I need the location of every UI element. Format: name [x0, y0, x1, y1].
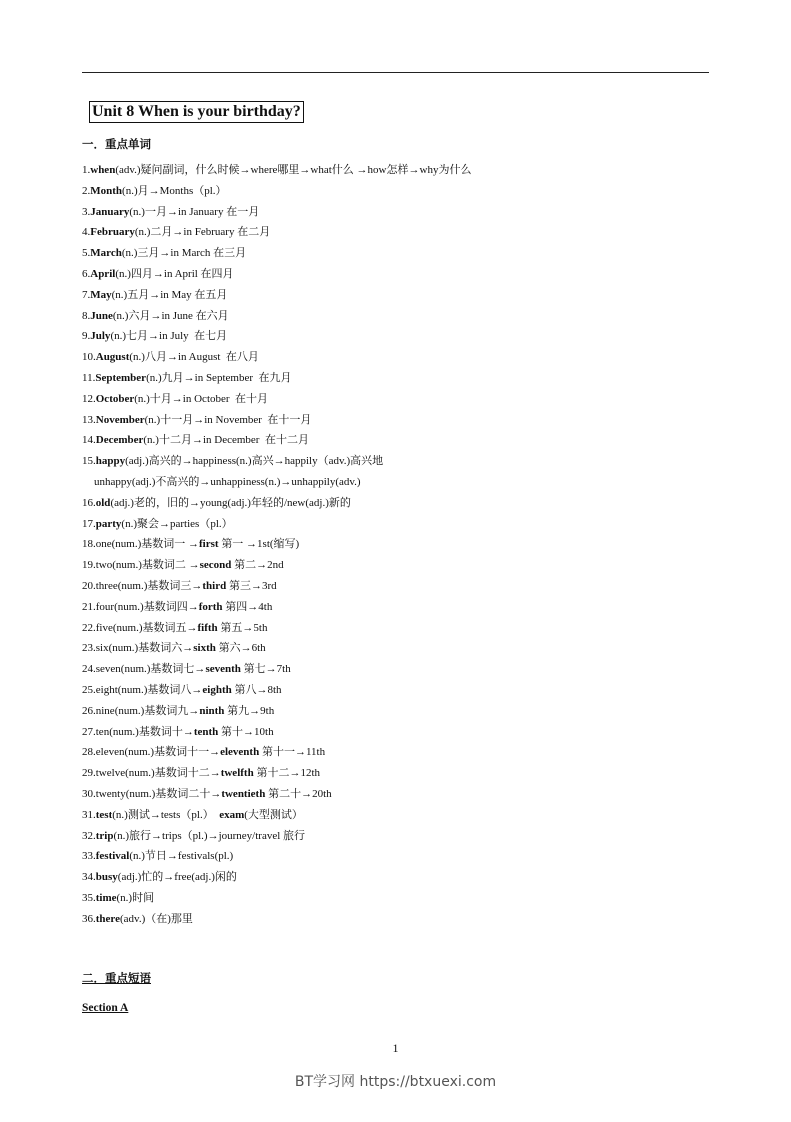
headword: October	[95, 392, 135, 405]
headword: ninth	[199, 704, 225, 717]
item-text: 12.	[82, 392, 96, 405]
item-text: (adj.)忙的→free(adj.)闲的	[117, 871, 237, 884]
vocabulary-item	[82, 493, 471, 514]
item-text: 23.six(num.)基数词六→	[82, 642, 194, 655]
vocabulary-item	[82, 368, 471, 389]
headword: February	[90, 226, 135, 239]
vocabulary-item	[82, 285, 471, 306]
item-text: 15.	[82, 455, 96, 468]
headword: eighth	[202, 683, 232, 696]
item-text: 20.three(num.)基数词三→	[82, 579, 203, 592]
item-text: 19.two(num.)基数词二 →	[82, 559, 200, 572]
vocabulary-item	[82, 534, 471, 555]
headword: first	[199, 538, 219, 551]
item-text: 26.nine(num.)基数词九→	[82, 704, 200, 717]
watermark-footer: BT学习网 https://btxuexi.com	[294, 1074, 497, 1090]
vocabulary-item	[82, 243, 471, 264]
item-text: (n.)聚会→parties（pl.）	[121, 517, 233, 530]
headword: July	[90, 330, 111, 343]
vocabulary-item	[82, 306, 471, 327]
item-text: 27.ten(num.)基数词十→	[82, 725, 194, 738]
headword: tenth	[193, 725, 219, 738]
headword: time	[95, 891, 117, 904]
item-text: 第十→10th	[218, 725, 274, 738]
item-text: 第九→9th	[224, 704, 275, 717]
item-text: 32.	[82, 829, 96, 842]
item-text: (n.)节日→festivals(pl.)	[129, 850, 234, 863]
item-text: (n.)四月→in April 在四月	[115, 267, 234, 280]
vocabulary-item	[82, 160, 471, 181]
vocabulary-item	[82, 264, 471, 285]
item-text: (adv.)（在)那里	[119, 912, 193, 925]
item-text: 4.	[82, 226, 91, 239]
headword: third	[202, 579, 227, 592]
item-text: (大型测试）	[244, 808, 303, 821]
headword: test	[95, 808, 113, 821]
vocabulary-item	[82, 888, 471, 909]
vocabulary-item	[82, 659, 471, 680]
item-text: 29.twelve(num.)基数词十二→	[82, 767, 221, 780]
headword: sixth	[193, 642, 216, 655]
item-text: 16.	[82, 496, 96, 509]
item-text: 1.	[82, 164, 91, 176]
item-text: 34.	[82, 871, 96, 884]
headword: busy	[95, 871, 118, 884]
header-rule	[82, 72, 709, 73]
item-text: 17.	[82, 517, 96, 530]
headword: party	[95, 517, 122, 530]
item-text: unhappy(adj.)不高兴的→unhappiness(n.)→unhappily(adv.)	[94, 475, 361, 488]
vocabulary-item	[82, 597, 471, 618]
headword: May	[90, 288, 112, 301]
item-text: 第十二→12th	[253, 767, 321, 780]
headword: old	[95, 496, 111, 509]
item-text: (n.)测试→tests（pl.）	[112, 808, 220, 821]
item-text: (n.)五月→in May 在五月	[111, 288, 228, 301]
headword: trip	[95, 829, 114, 842]
item-text: (n.)八月→in August 在八月	[129, 351, 259, 364]
item-text: 11.	[82, 371, 96, 384]
vocabulary-item	[82, 181, 471, 202]
item-text: 31.	[82, 808, 96, 821]
vocabulary-item	[82, 722, 471, 743]
item-text: 14.	[82, 434, 96, 447]
headword: twentieth	[221, 787, 266, 800]
item-text: 8.	[82, 309, 91, 322]
vocabulary-list	[82, 160, 471, 929]
vocabulary-item	[82, 555, 471, 576]
item-text: (adv.)疑问副词，什么时候→where哪里→what什么 →how怎样→why为什么	[115, 164, 472, 176]
item-text: 第五→5th	[217, 621, 268, 634]
subsection-heading-section-a: Section A	[82, 1002, 129, 1014]
vocabulary-item	[82, 222, 471, 243]
headword: seventh	[205, 663, 241, 676]
item-text: 5.	[82, 247, 91, 260]
vocabulary-item	[82, 867, 471, 888]
item-text: 第二→2nd	[231, 559, 284, 572]
item-text: 第八→8th	[231, 683, 282, 696]
item-text: 36.	[82, 912, 96, 925]
item-text: 18.one(num.)基数词一 →	[82, 538, 200, 551]
headword: second	[199, 559, 232, 572]
headword: happy	[95, 455, 126, 468]
item-text: 第三→3rd	[226, 579, 277, 592]
item-text: 第二十→20th	[265, 787, 332, 800]
item-text: 13.	[82, 413, 96, 426]
headword: forth	[198, 600, 223, 613]
item-text: 24.seven(num.)基数词七→	[82, 663, 206, 676]
headword: June	[90, 309, 113, 322]
item-text: 6.	[82, 267, 91, 280]
vocabulary-item	[82, 618, 471, 639]
item-text: (n.)三月→in March 在三月	[121, 247, 247, 260]
vocabulary-item	[82, 514, 471, 535]
vocabulary-item	[82, 347, 471, 368]
item-text: 22.five(num.)基数词五→	[82, 621, 198, 634]
item-text: 33.	[82, 850, 96, 863]
vocabulary-item	[82, 576, 471, 597]
headword: January	[90, 205, 130, 218]
headword: eleventh	[220, 746, 260, 759]
vocabulary-item	[82, 638, 471, 659]
item-text: (n.)时间	[116, 891, 155, 904]
item-text: (n.)十月→in October 在十月	[134, 392, 269, 405]
item-text: (n.)十一月→in November 在十一月	[144, 413, 312, 426]
headword: Month	[90, 184, 123, 197]
page-number: 1	[392, 1041, 399, 1055]
item-text: (n.)二月→in February 在二月	[134, 226, 271, 239]
vocabulary-item	[82, 784, 471, 805]
headword: festival	[95, 850, 130, 863]
vocabulary-item	[82, 763, 471, 784]
headword: December	[95, 434, 144, 447]
item-text: (n.)十二月→in December 在十二月	[143, 434, 309, 447]
item-text: (adj.)高兴的→happiness(n.)高兴→happily（adv.)高兴地	[125, 455, 384, 468]
item-text: (n.)六月→in June 在六月	[112, 309, 229, 322]
headword: September	[95, 371, 147, 384]
vocabulary-item	[82, 202, 471, 223]
vocabulary-item	[82, 701, 471, 722]
headword: when	[90, 164, 116, 176]
vocabulary-item	[82, 805, 471, 826]
section-heading-key-words: 一．重点单词	[82, 139, 151, 151]
item-text: 第一 →1st(缩写)	[218, 538, 300, 551]
vocabulary-item	[82, 472, 471, 493]
item-text: 28.eleven(num.)基数词十一→	[82, 746, 221, 759]
item-text: 35.	[82, 891, 96, 904]
headword: November	[95, 413, 145, 426]
item-text: (adj.)老的，旧的→young(adj.)年轻的/new(adj.)新的	[110, 496, 351, 509]
vocabulary-item	[82, 846, 471, 867]
headword: exam	[219, 808, 245, 821]
headword: April	[90, 267, 116, 280]
item-text: 9.	[82, 330, 91, 343]
item-text: 第六→6th	[215, 642, 266, 655]
vocabulary-item	[82, 451, 471, 472]
headword: March	[90, 247, 122, 260]
item-text: 30.twenty(num.)基数词二十→	[82, 787, 222, 800]
vocabulary-item	[82, 680, 471, 701]
item-text: (n.)月→Months（pl.）	[122, 184, 227, 197]
headword: there	[95, 912, 120, 925]
vocabulary-item	[82, 410, 471, 431]
vocabulary-item	[82, 826, 471, 847]
item-text: 21.four(num.)基数词四→	[82, 600, 199, 613]
vocabulary-item	[82, 430, 471, 451]
item-text: 7.	[82, 288, 91, 301]
item-text: (n.)七月→in July 在七月	[110, 330, 228, 343]
item-text: 第四→4th	[222, 600, 273, 613]
item-text: 2.	[82, 184, 91, 197]
item-text: 25.eight(num.)基数词八→	[82, 683, 203, 696]
headword: August	[95, 351, 130, 364]
item-text: 10.	[82, 351, 96, 364]
unit-title: Unit 8 When is your birthday?	[89, 101, 304, 123]
headword: twelfth	[220, 767, 254, 780]
vocabulary-item	[82, 389, 471, 410]
vocabulary-item	[82, 742, 471, 763]
vocabulary-item	[82, 326, 471, 347]
item-text: 第十一→11th	[259, 746, 326, 759]
headword: fifth	[197, 621, 218, 634]
item-text: (n.)一月→in January 在一月	[129, 205, 260, 218]
item-text: (n.)九月→in September 在九月	[146, 371, 292, 384]
item-text: 第七→7th	[240, 663, 291, 676]
section-heading-key-phrases: 二．重点短语	[82, 973, 151, 985]
vocabulary-item	[82, 909, 471, 930]
item-text: (n.)旅行→trips（pl.)→journey/travel 旅行	[113, 829, 306, 842]
item-text: 3.	[82, 205, 91, 218]
